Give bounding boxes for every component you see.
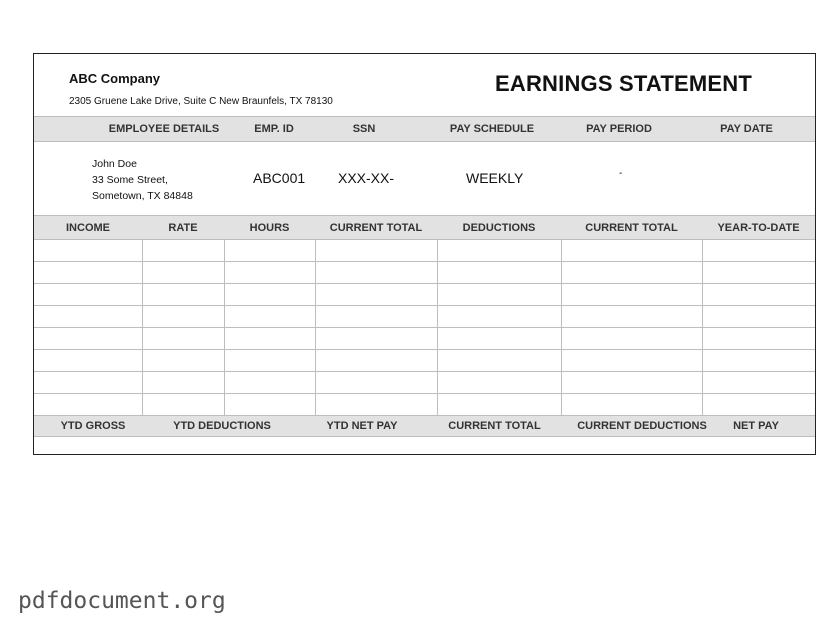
header-current-deductions: CURRENT DEDUCTIONS xyxy=(577,420,707,432)
employee-street: 33 Some Street, xyxy=(92,174,168,186)
header-emp-id: EMP. ID xyxy=(254,123,294,135)
company-address: 2305 Gruene Lake Drive, Suite C New Braunfels, TX 78130 xyxy=(69,96,333,107)
grid-column-line xyxy=(315,240,316,415)
earnings-grid xyxy=(34,240,815,415)
employee-info xyxy=(92,156,193,204)
grid-row-line xyxy=(34,327,815,328)
employee-header-band xyxy=(34,116,815,142)
header-ssn: SSN xyxy=(352,123,376,135)
ssn-value: XXX-XX- xyxy=(338,170,395,186)
grid-row-line xyxy=(34,371,815,372)
grid-column-line xyxy=(437,240,438,415)
header-current-total-deductions: CURRENT TOTAL xyxy=(585,221,678,234)
header-hours: HOURS xyxy=(249,221,290,234)
header-net-pay: NET PAY xyxy=(733,420,779,432)
header-ytd-deductions: YTD DEDUCTIONS xyxy=(173,420,271,432)
grid-row-line xyxy=(34,261,815,262)
employee-name: John Doe xyxy=(92,158,137,170)
header-ytd-gross: YTD GROSS xyxy=(60,420,126,432)
earnings-statement xyxy=(33,53,816,455)
header-employee-details: EMPLOYEE DETAILS xyxy=(108,123,220,135)
grid-row-line xyxy=(34,393,815,394)
earnings-header-band xyxy=(34,215,815,240)
header-rate: RATE xyxy=(168,221,198,234)
header-pay-period: PAY PERIOD xyxy=(586,123,652,135)
document-title: EARNINGS STATEMENT xyxy=(495,71,753,96)
header-pay-schedule: PAY SCHEDULE xyxy=(449,123,535,135)
pay-schedule-value: WEEKLY xyxy=(466,170,524,186)
header-current-total: CURRENT TOTAL xyxy=(329,221,423,234)
header-deductions: DEDUCTIONS xyxy=(462,221,536,234)
emp-id-value: ABC001 xyxy=(253,170,306,186)
pay-period-value: - xyxy=(619,168,623,179)
header-income: INCOME xyxy=(66,221,110,234)
grid-row-line xyxy=(34,305,815,306)
summary-header-band xyxy=(34,415,815,437)
grid-column-line xyxy=(561,240,562,415)
employee-city: Sometown, TX 84848 xyxy=(92,190,193,202)
watermark: pdfdocument.org xyxy=(18,588,226,614)
grid-row-line xyxy=(34,283,815,284)
grid-column-line xyxy=(224,240,225,415)
grid-column-line xyxy=(702,240,703,415)
company-name: ABC Company xyxy=(69,71,161,86)
grid-column-line xyxy=(142,240,143,415)
header-pay-date: PAY DATE xyxy=(720,123,773,135)
grid-row-line xyxy=(34,349,815,350)
header-year-to-date: YEAR-TO-DATE xyxy=(717,221,800,234)
header-ytd-net-pay: YTD NET PAY xyxy=(326,420,398,432)
header-summary-current-total: CURRENT TOTAL xyxy=(448,420,541,432)
